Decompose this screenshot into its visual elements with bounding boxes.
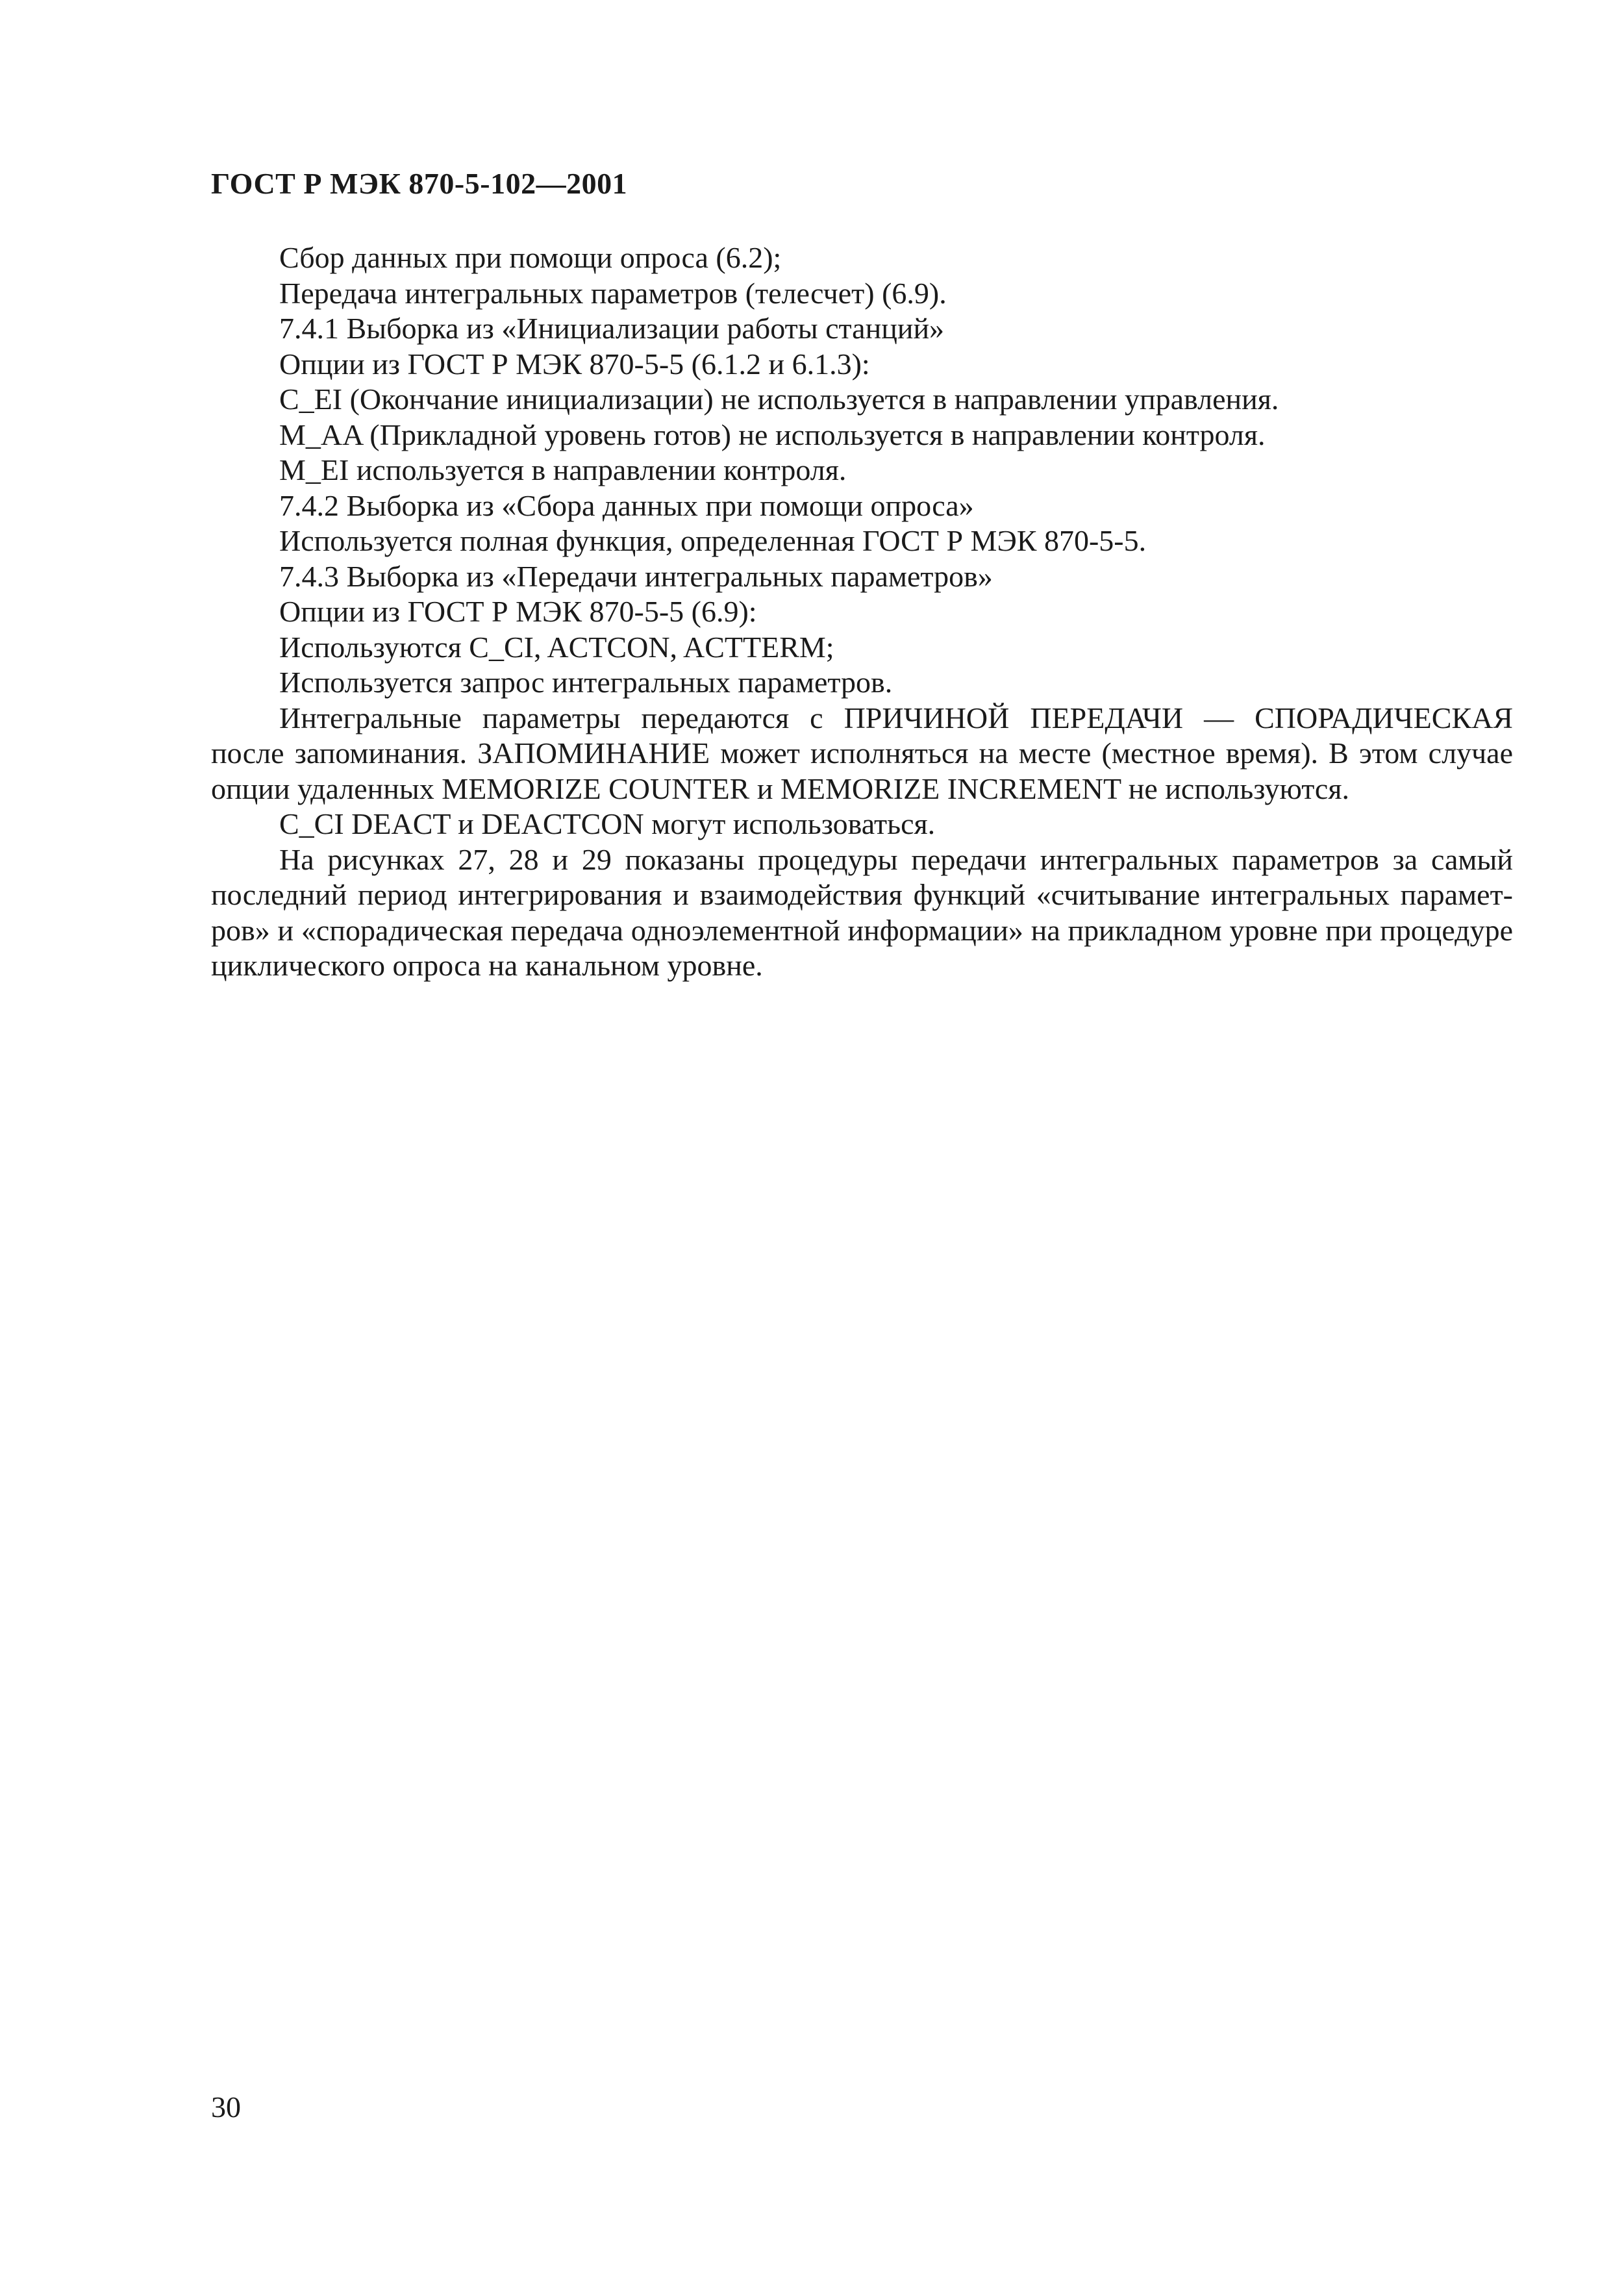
text-line: Сбор данных при помощи опроса (6.2); [279,241,782,274]
paragraph-cause-of-transmission [211,701,1513,807]
text-line: Опции из ГОСТ Р МЭК 870-5-5 (6.9): [279,595,757,628]
text-line: Используются C_CI, ACTCON, ACTTERM; [279,630,834,664]
paragraph-line: ров» и «спорадическая передача одноэлементной информации» на прикладном уровне при процедуре [211,913,1513,947]
section-heading: 7.4.2 Выборка из «Сбора данных при помощи опроса» [279,488,974,522]
paragraph-line: Интегральные параметры передаются с ПРИЧИНОЙ ПЕРЕДАЧИ — СПОРАДИЧЕСКАЯ [279,701,1513,734]
paragraph-figures [211,842,1513,984]
text-line: Передача интегральных параметров (телесчет) (6.9). [279,276,947,310]
paragraph-line: после запоминания. ЗАПОМИНАНИЕ может исполняться на месте (местное время). В этом случае [211,736,1513,770]
page-number: 30 [211,2090,241,2124]
text-line: C_EI (Окончание инициализации) не используется в направлении управления. [279,382,1279,416]
paragraph-line: На рисунках 27, 28 и 29 показаны процедуры передачи интегральных параметров за самый [279,842,1513,876]
paragraph-deact: C_CI DEACT и DEACTCON могут использоваться. [279,807,936,840]
document-header: ГОСТ Р МЭК 870-5-102—2001 [211,167,628,200]
section-heading: 7.4.3 Выборка из «Передачи интегральных параметров» [279,559,993,593]
document-body [211,240,1513,984]
paragraph-line: опции удаленных MEMORIZE COUNTER и MEMORIZE INCREMENT не используются. [211,771,1349,805]
text-line: Используется полная функция, определенная ГОСТ Р МЭК 870-5-5. [279,524,1147,557]
text-line: Опции из ГОСТ Р МЭК 870-5-5 (6.1.2 и 6.1.3): [279,347,870,381]
text-line: M_AA (Прикладной уровень готов) не используется в направлении контроля. [279,418,1266,451]
text-line: Используется запрос интегральных параметров. [279,666,893,699]
text-line: M_EI используется в направлении контроля. [279,453,847,486]
section-heading: 7.4.1 Выборка из «Инициализации работы станций» [279,312,945,345]
paragraph-line: последний период интегрирования и взаимодействия функций «считывание интегральных парамет- [211,878,1513,911]
paragraph-line: циклического опроса на канальном уровне. [211,949,763,982]
